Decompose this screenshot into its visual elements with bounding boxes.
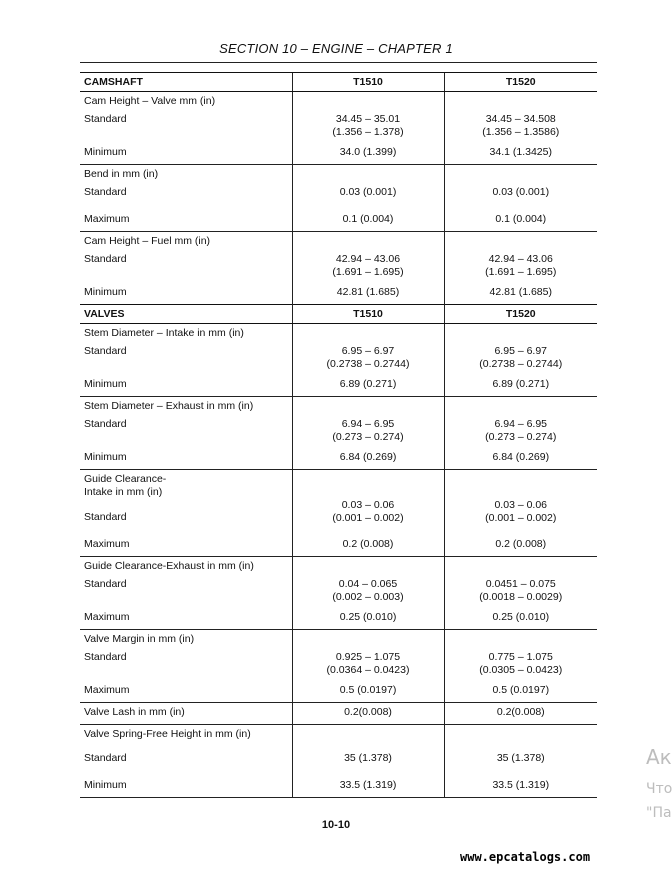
value-cell: 34.1 (1.3425) xyxy=(444,143,597,165)
guide-exhaust-label: Guide Clearance-Exhaust in mm (in) xyxy=(84,560,254,572)
value-cell: 0.03 (0.001) xyxy=(292,186,444,210)
table-row xyxy=(80,232,597,254)
site-url[interactable]: www.epcatalogs.com xyxy=(460,850,591,864)
header-rule xyxy=(80,62,597,63)
table-row xyxy=(80,557,597,579)
value-cell: 6.95 – 6.97 (0.2738 – 0.2744) xyxy=(292,345,444,375)
stem-intake-label: Stem Diameter – Intake in mm (in) xyxy=(84,327,244,339)
value-cell: 0.2(0.008) xyxy=(292,703,444,725)
side-text-line: "Па xyxy=(646,805,672,821)
minimum-label: Minimum xyxy=(80,448,292,470)
value-cell: 6.89 (0.271) xyxy=(444,375,597,397)
guide-intake-label: Guide Clearance- Intake in mm (in) xyxy=(84,473,167,498)
value-cell: 0.03 – 0.06 (0.001 – 0.002) xyxy=(444,499,597,535)
value-cell: 6.84 (0.269) xyxy=(292,448,444,470)
spec-table xyxy=(80,72,597,798)
value-cell: 6.84 (0.269) xyxy=(444,448,597,470)
minimum-label: Minimum xyxy=(84,286,127,298)
maximum-label: Maximum xyxy=(80,608,292,630)
table-row xyxy=(80,776,597,798)
table-row xyxy=(80,746,597,776)
value-cell: 0.925 – 1.075 (0.0364 – 0.0423) xyxy=(292,651,444,681)
table-row xyxy=(80,324,597,346)
valve-lash-label: Valve Lash in mm (in) xyxy=(80,703,292,725)
value-cell: 0.25 (0.010) xyxy=(444,608,597,630)
table-row xyxy=(80,448,597,470)
value-cell: 42.94 – 43.06 (1.691 – 1.695) xyxy=(292,253,444,283)
valves-header-row xyxy=(80,305,597,324)
standard-label: Standard xyxy=(84,752,127,764)
table-row xyxy=(80,375,597,397)
value-cell: 42.81 (1.685) xyxy=(292,283,444,305)
table-row xyxy=(80,253,597,283)
table-row xyxy=(80,418,597,448)
value-cell: 6.94 – 6.95 (0.273 – 0.274) xyxy=(444,418,597,448)
table-row xyxy=(80,535,597,557)
value-cell: 0.2 (0.008) xyxy=(292,535,444,557)
table-row xyxy=(80,283,597,305)
valve-spring-label: Valve Spring-Free Height in mm (in) xyxy=(84,728,251,740)
valve-margin-label: Valve Margin in mm (in) xyxy=(84,633,195,645)
minimum-label: Minimum xyxy=(80,143,292,165)
page-number: 10-10 xyxy=(321,819,351,831)
value-cell: 0.1 (0.004) xyxy=(444,210,597,232)
table-row xyxy=(80,630,597,652)
value-cell: 35 (1.378) xyxy=(292,746,444,776)
standard-label: Standard xyxy=(84,511,127,523)
value-cell: 34.45 – 34.508 (1.356 – 1.3586) xyxy=(444,113,597,143)
value-cell: 0.04 – 0.065 (0.002 – 0.003) xyxy=(292,578,444,608)
value-cell: 0.0451 – 0.075 (0.0018 – 0.0029) xyxy=(444,578,597,608)
valves-title: VALVES xyxy=(80,305,292,324)
maximum-label: Maximum xyxy=(80,210,292,232)
value-cell: 33.5 (1.319) xyxy=(292,776,444,798)
minimum-label: Minimum xyxy=(80,375,292,397)
bend-label: Bend in mm (in) xyxy=(84,168,159,180)
standard-label: Standard xyxy=(84,345,127,357)
table-row xyxy=(80,651,597,681)
value-cell: 0.03 (0.001) xyxy=(444,186,597,210)
side-text-line: Ак xyxy=(646,745,672,769)
table-row xyxy=(80,92,597,114)
section-header: SECTION 10 – ENGINE – CHAPTER 1 xyxy=(219,41,453,56)
value-cell: 33.5 (1.319) xyxy=(444,776,597,798)
table-row xyxy=(80,681,597,703)
camshaft-title: CAMSHAFT xyxy=(80,73,292,92)
value-cell: 0.2(0.008) xyxy=(444,703,597,725)
standard-label: Standard xyxy=(84,253,127,265)
standard-label: Standard xyxy=(84,578,127,590)
table-row xyxy=(80,499,597,535)
side-text-line: Что xyxy=(646,781,672,797)
cam-height-valve-label: Cam Height – Valve mm (in) xyxy=(84,95,216,107)
camshaft-col-t1510: T1510 xyxy=(292,73,444,92)
table-row xyxy=(80,345,597,375)
standard-label: Standard xyxy=(84,113,127,125)
valves-col-t1520: T1520 xyxy=(444,305,597,324)
table-row xyxy=(80,578,597,608)
minimum-label: Minimum xyxy=(80,776,292,798)
standard-label: Standard xyxy=(84,418,127,430)
value-cell: 34.0 (1.399) xyxy=(292,143,444,165)
cam-height-fuel-label: Cam Height – Fuel mm (in) xyxy=(84,235,211,247)
standard-label: Standard xyxy=(84,186,127,198)
value-cell: 42.94 – 43.06 (1.691 – 1.695) xyxy=(444,253,597,283)
table-row xyxy=(80,608,597,630)
value-cell: 6.95 – 6.97 (0.2738 – 0.2744) xyxy=(444,345,597,375)
valves-col-t1510: T1510 xyxy=(292,305,444,324)
table-row xyxy=(80,725,597,747)
table-row xyxy=(80,113,597,143)
maximum-label: Maximum xyxy=(80,535,292,557)
value-cell: 0.5 (0.0197) xyxy=(444,681,597,703)
value-cell: 6.94 – 6.95 (0.273 – 0.274) xyxy=(292,418,444,448)
camshaft-header-row xyxy=(80,73,597,92)
standard-label: Standard xyxy=(84,651,127,663)
camshaft-col-t1520: T1520 xyxy=(444,73,597,92)
table-row xyxy=(80,186,597,210)
value-cell: 0.5 (0.0197) xyxy=(292,681,444,703)
value-cell: 0.775 – 1.075 (0.0305 – 0.0423) xyxy=(444,651,597,681)
value-cell: 0.2 (0.008) xyxy=(444,535,597,557)
value-cell: 0.1 (0.004) xyxy=(292,210,444,232)
table-row xyxy=(80,470,597,500)
maximum-label: Maximum xyxy=(80,681,292,703)
value-cell: 34.45 – 35.01 (1.356 – 1.378) xyxy=(292,113,444,143)
table-row xyxy=(80,210,597,232)
table-row xyxy=(80,703,597,725)
table-row xyxy=(80,143,597,165)
value-cell: 0.03 – 0.06 (0.001 – 0.002) xyxy=(292,499,444,535)
table-row xyxy=(80,165,597,187)
value-cell: 6.89 (0.271) xyxy=(292,375,444,397)
value-cell: 35 (1.378) xyxy=(444,746,597,776)
table-row xyxy=(80,397,597,419)
value-cell: 0.25 (0.010) xyxy=(292,608,444,630)
value-cell: 42.81 (1.685) xyxy=(444,283,597,305)
stem-exhaust-label: Stem Diameter – Exhaust in mm (in) xyxy=(84,400,254,412)
